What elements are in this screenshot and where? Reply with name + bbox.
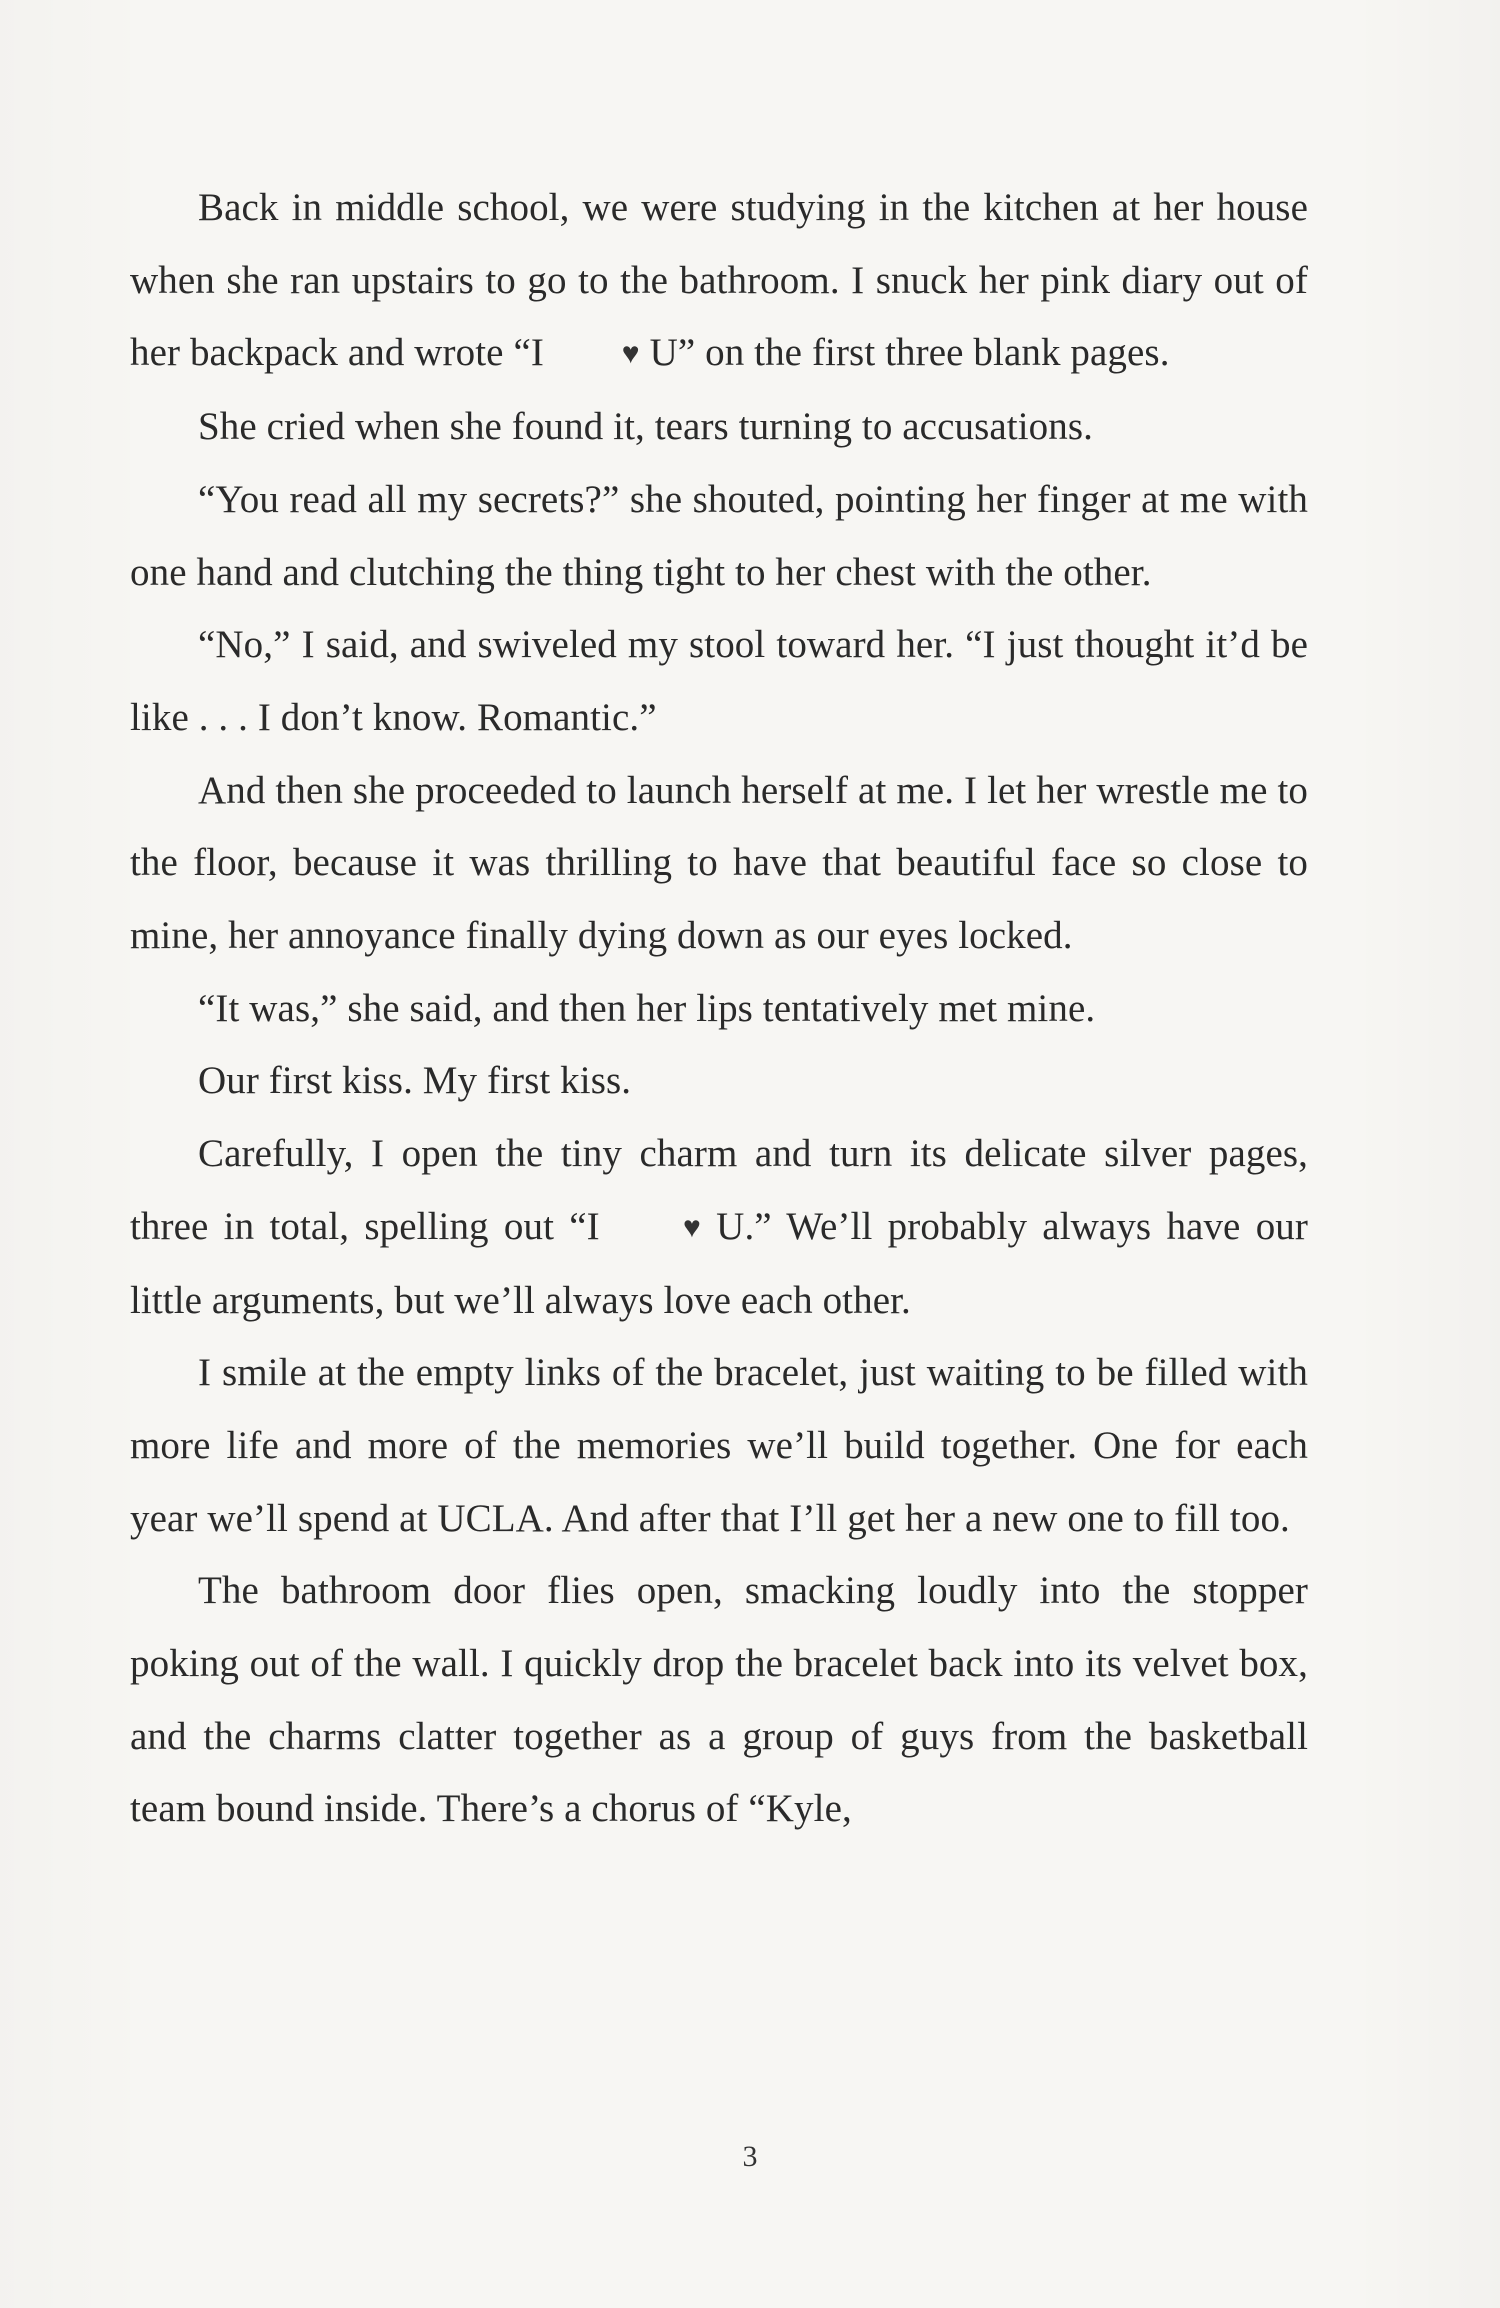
paragraph-wrestle: And then she proceeded to launch herself at me. I let her wrestle me to the floor, because it was thrilling to have that beautiful face so close to mine, her annoyance finally dying down as our eyes locked. xyxy=(130,768,1308,958)
paragraph-diary: Back in middle school, we were studying in the kitchen at her house when she ran upstairs to go to the bathroom. I snuck her pink diary out of her backpack and wrote “I ♥ U” on the first three blank pages. xyxy=(130,172,1308,391)
paragraph-first-kiss: Our first kiss. My first kiss. xyxy=(198,1059,632,1103)
paragraph-cried: She cried when she found it, tears turning to accusations. xyxy=(198,405,1093,449)
paragraph-bathroom-door: The bathroom door flies open, smacking loudly into the stopper poking out of the wall. I quickly drop the bracelet back into its velvet box, and the charms clatter together as a group of guys from the basketball team bound inside. There’s a chorus of “Kyle, xyxy=(130,1569,1308,1831)
paragraph-bracelet: I smile at the empty links of the bracelet, just waiting to be filled with more life and more of the memories we’ll build together. One for each year we’ll spend at UCLA. And after that I’ll get her a new one to fill too. xyxy=(130,1351,1308,1540)
page-number: 3 xyxy=(742,2140,758,2173)
paragraph-secrets: “You read all my secrets?” she shouted, pointing her finger at me with one hand and clutching the thing tight to her chest with the other. xyxy=(130,477,1308,594)
heart-icon: ♥ xyxy=(621,337,640,371)
paragraph-it-was: “It was,” she said, and then her lips tentatively met mine. xyxy=(198,986,1096,1030)
paragraph-romantic: “No,” I said, and swiveled my stool toward her. “I just thought it’d be like . . . I don’t know. Romantic.” xyxy=(130,623,1308,739)
body-text xyxy=(130,172,1308,1846)
heart-icon: ♥ xyxy=(683,1210,701,1244)
paragraph-charm: Carefully, I open the tiny charm and turn its delicate silver pages, three in total, spelling out “I ♥ U.” We’ll probably always have our little arguments, but we’ll always love each other. xyxy=(130,1132,1308,1322)
